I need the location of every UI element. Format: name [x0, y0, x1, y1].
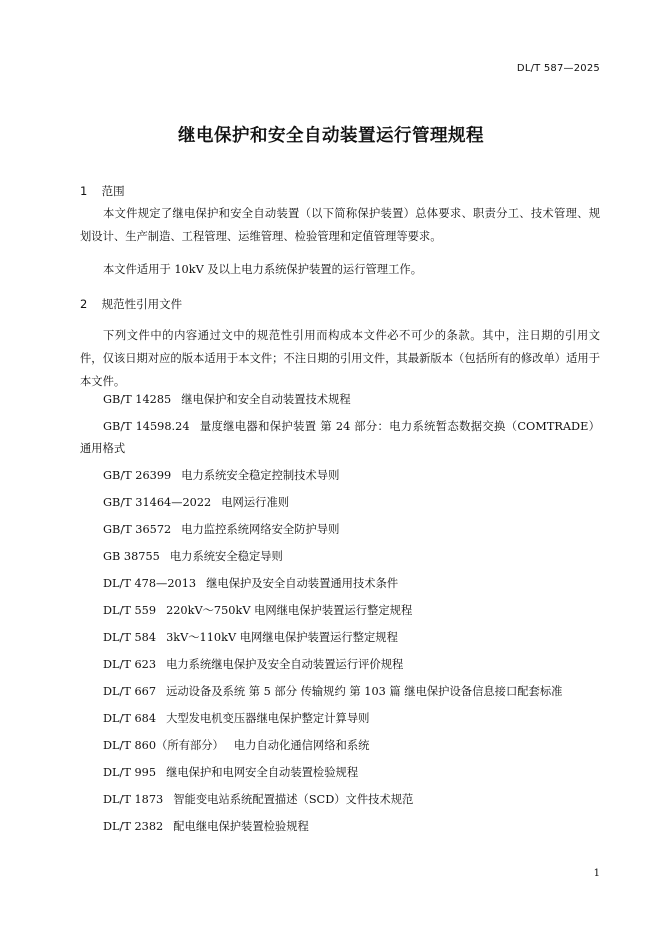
reference-item: [80, 816, 600, 838]
reference-code: DL/T 1873: [103, 793, 164, 806]
references-intro-paragraph: 下列文件中的内容通过文中的规范性引用而构成本文件必不可少的条款。其中，注日期的引用文件，仅该日期对应的版本适用于本文件；不注日期的引用文件，其最新版本（包括所有的修改单）适用于本文件。: [80, 329, 600, 388]
reference-title: 大型发电机变压器继电保护整定计算导则: [166, 712, 370, 725]
reference-item: [80, 627, 600, 649]
reference-title: 远动设备及系统 第 5 部分 传输规约 第 103 篇 继电保护设备信息接口配套标准: [166, 685, 563, 698]
scope-paragraph-1: 本文件规定了继电保护和安全自动装置（以下简称保护装置）总体要求、职责分工、技术管理、规划设计、生产制造、工程管理、运维管理、检验管理和定值管理等要求。: [80, 207, 600, 243]
page-number: 1: [593, 868, 600, 879]
reference-code: DL/T 559: [103, 604, 157, 617]
reference-code: GB/T 26399: [103, 469, 172, 482]
reference-item: [80, 573, 600, 595]
reference-code: DL/T 995: [103, 766, 157, 779]
reference-title: 继电保护和安全自动装置技术规程: [181, 393, 351, 406]
reference-title: 220kV～750kV 电网继电保护装置运行整定规程: [166, 604, 413, 617]
section-heading-scope: [80, 183, 125, 199]
reference-item: [80, 762, 600, 784]
reference-item: [80, 600, 600, 622]
reference-code: DL/T 2382: [103, 820, 164, 833]
scope-paragraph-2: 本文件适用于 10kV 及以上电力系统保护装置的运行管理工作。: [103, 263, 422, 276]
reference-item: [80, 789, 600, 811]
reference-item: [80, 492, 600, 514]
section-number: 2: [80, 297, 88, 311]
reference-title: 电力系统安全稳定控制技术导则: [181, 469, 340, 482]
section-heading-normative-references: [80, 296, 182, 312]
reference-code: GB/T 14285: [103, 393, 172, 406]
reference-code: DL/T 623: [103, 658, 157, 671]
reference-item: [80, 389, 600, 411]
reference-code: DL/T 584: [103, 631, 157, 644]
reference-title: 量度继电器和保护装置 第 24 部分：电力系统暂态数据交换（COMTRADE）通用格式: [80, 420, 600, 455]
reference-item: [80, 519, 600, 541]
reference-item: [80, 654, 600, 676]
reference-code: GB/T 31464—2022: [103, 496, 212, 509]
reference-title: 3kV～110kV 电网继电保护装置运行整定规程: [166, 631, 398, 644]
reference-code: DL/T 667: [103, 685, 157, 698]
section-number: 1: [80, 184, 88, 198]
reference-item: [80, 735, 600, 757]
reference-item: [80, 681, 600, 703]
reference-item: [80, 416, 600, 460]
reference-title: 配电继电保护装置检验规程: [173, 820, 309, 833]
reference-code: GB 38755: [103, 550, 160, 563]
reference-code: GB/T 14598.24: [103, 420, 190, 433]
reference-title: 电力自动化通信网络和系统: [233, 739, 370, 752]
reference-code: GB/T 36572: [103, 523, 172, 536]
reference-code: DL/T 478—2013: [103, 577, 197, 590]
reference-list: [80, 389, 600, 843]
reference-code: DL/T 684: [103, 712, 157, 725]
reference-title: 电力监控系统网络安全防护导则: [181, 523, 340, 536]
section-title: 规范性引用文件: [101, 297, 183, 311]
standard-code: DL/T 587—2025: [516, 63, 600, 74]
reference-item: [80, 546, 600, 568]
reference-title: 继电保护和电网安全自动装置检验规程: [166, 766, 359, 779]
section-title: 范围: [101, 184, 125, 198]
reference-code: DL/T 860（所有部分）: [103, 739, 224, 752]
reference-title: 电网运行准则: [221, 496, 290, 509]
document-title: 继电保护和安全自动装置运行管理规程: [178, 126, 484, 146]
reference-title: 电力系统安全稳定导则: [169, 550, 283, 563]
reference-title: 继电保护及安全自动装置通用技术条件: [206, 577, 399, 590]
reference-item: [80, 465, 600, 487]
reference-title: 电力系统继电保护及安全自动装置运行评价规程: [166, 658, 404, 671]
reference-item: [80, 708, 600, 730]
reference-title: 智能变电站系统配置描述（SCD）文件技术规范: [173, 793, 414, 806]
